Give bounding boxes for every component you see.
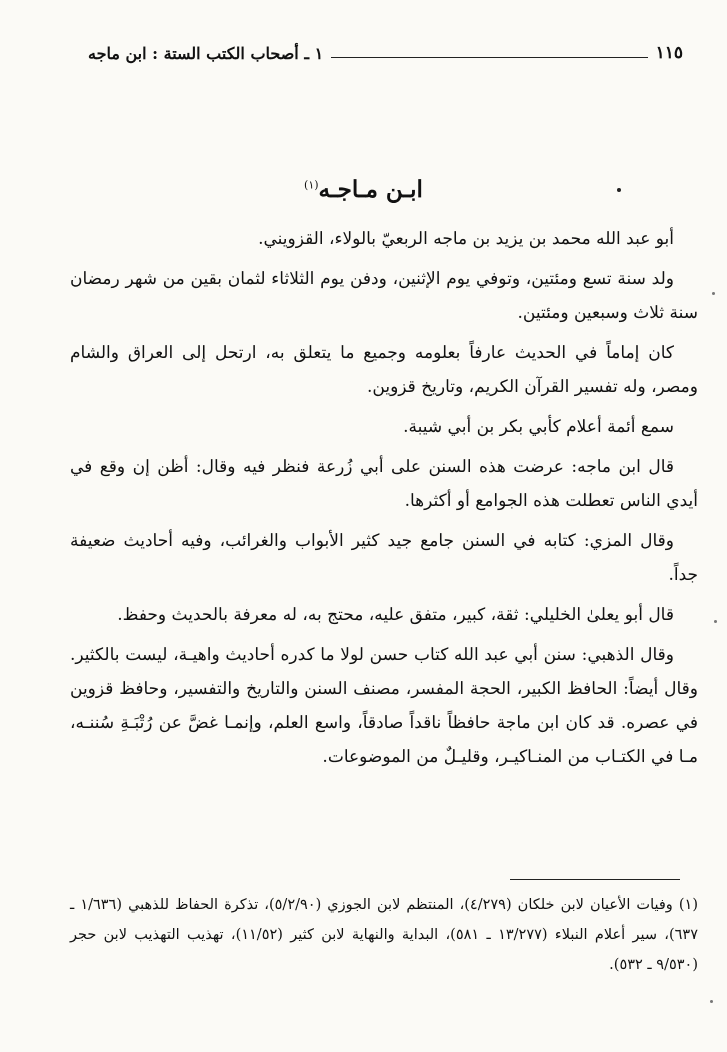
page-number: ١١٥: [655, 43, 683, 63]
body-text: [70, 222, 698, 780]
header-rule: [331, 57, 647, 58]
scan-speck: [714, 620, 717, 623]
footnote-1: (١) وفيات الأعيان لابن خلكان (٤/٢٧٩)، المنتظم لابن الجوزي (٥/٢/٩٠)، تذكرة الحفاظ للذهبي (١/٦٣٦ ـ ٦٣٧)، سير أعلام النبلاء (١٣/٢٧٧ ـ ٥٨١)، البداية والنهاية لابن كثير (١١/٥٢)، تهذيب التهذيب لابن حجر (٩/٥٣٠ ـ ٥٣٢).: [70, 897, 699, 973]
paragraph-scholarship: كان إماماً في الحديث عارفاً بعلومه وجميع ما يتعلق به، ارتحل إلى العراق والشام ومصر، وله تفسير القرآن الكريم، وتاريخ قزوين.: [70, 343, 698, 397]
title-footnote-marker: (١): [304, 178, 319, 192]
section-title-text: ابـن مـاجـه: [318, 176, 423, 203]
paragraph-abu-zura: قال ابن ماجه: عرضت هذه السنن على أبي زُرعة فنظر فيه وقال: أظن إن وقع في أيدي الناس تعطلت هذه الجوامع أو أكثرها.: [70, 457, 698, 511]
running-title: ١ ـ أصحاب الكتب الستة : ابن ماجه: [88, 43, 324, 63]
section-title: [0, 176, 727, 203]
scan-speck: [710, 1000, 713, 1003]
footnotes: [70, 890, 698, 980]
scan-speck: [712, 292, 715, 295]
page-header: [88, 38, 683, 68]
paragraph-teachers: سمع أئمة أعلام كأبي بكر بن أبي شيبة.: [403, 417, 674, 437]
footnote-separator: [510, 879, 680, 880]
paragraph-al-khalili: قال أبو يعلىٰ الخليلي: ثقة، كبير، متفق عليه، محتج به، له معرفة بالحديث وحفظ.: [117, 605, 674, 625]
paragraph-al-mizzi: وقال المزي: كتابه في السنن جامع جيد كثير الأبواب والغرائب، وفيه أحاديث ضعيفة جداً.: [70, 531, 698, 585]
paragraph-lineage: أبو عبد الله محمد بن يزيد بن ماجه الربعيّ بالولاء، القزويني.: [258, 229, 674, 249]
paragraph-birth-death: ولد سنة تسع ومئتين، وتوفي يوم الإثنين، ودفن يوم الثلاثاء لثمان بقين من شهر رمضان سنة ثلاث وسبعين ومئتين.: [70, 269, 698, 323]
paragraph-al-dhahabi: وقال الذهبي: سنن أبي عبد الله كتاب حسن لولا ما كدره أحاديث واهيـة، ليست بالكثير. وقال أيضاً: الحافظ الكبير، الحجة المفسر، مصنف السنن والتاريخ والتفسير، وحافظ قزوين في عصره. قد كان ابن ماجة حافظاً ناقداً صادقاً، واسع العلم، وإنمـا غضَّ عن رُتْبَـةِ سُننـه، مـا في الكتـاب من المنـاكيـر، وقليـلٌ من الموضوعات.: [70, 645, 698, 767]
